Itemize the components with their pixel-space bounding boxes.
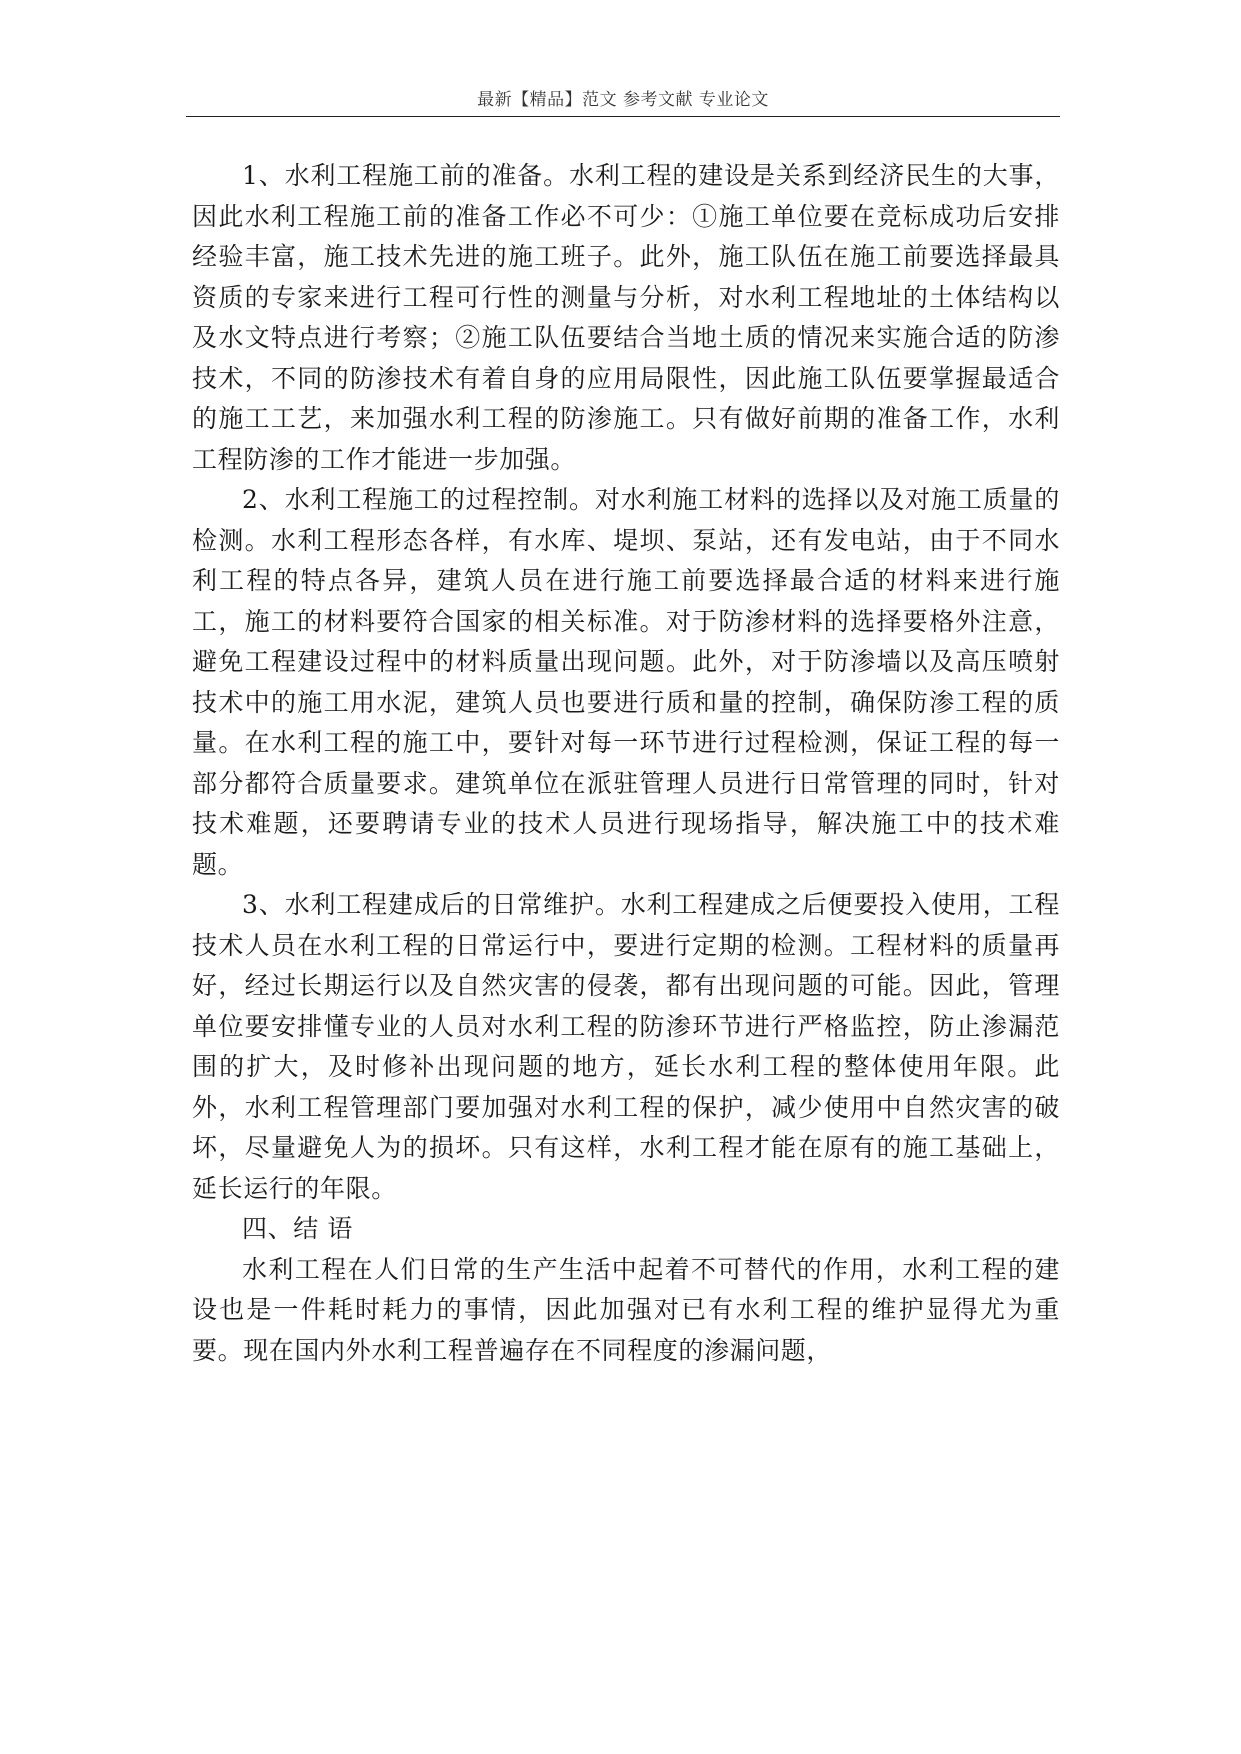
paragraph-conclusion: 水利工程在人们日常的生产生活中起着不可替代的作用，水利工程的建设也是一件耗时耗力的事情，因此加强对已有水利工程的维护显得尤为重要。现在国内外水利工程普遍存在不同程度的渗漏问题，	[192, 1254, 1060, 1365]
header-divider	[186, 116, 1060, 117]
paragraph-preparation: 1、水利工程施工前的准备。水利工程的建设是关系到经济民生的大事，因此水利工程施工前的准备工作必不可少：①施工单位要在竞标成功后安排经验丰富，施工技术先进的施工班子。此外，施工队伍在施工前要选择最具资质的专家来进行工程可行性的测量与分析，对水利工程地址的土体结构以及水文特点进行考察；②施工队伍要结合当地土质的情况来实施合适的防渗技术，不同的防渗技术有着自身的应用局限性，因此施工队伍要掌握最适合的施工工艺，来加强水利工程的防渗施工。只有做好前期的准备工作，水利工程防渗的工作才能进一步加强。	[192, 161, 1060, 474]
page-header: 最新【精品】范文 参考文献 专业论文	[477, 90, 769, 110]
document-body	[192, 156, 1060, 1371]
section-heading-conclusion: 四、结 语	[242, 1214, 353, 1243]
paragraph-process-control: 2、水利工程施工的过程控制。对水利施工材料的选择以及对施工质量的检测。水利工程形态各样，有水库、堤坝、泵站，还有发电站，由于不同水利工程的特点各异，建筑人员在进行施工前要选择最合适的材料来进行施工，施工的材料要符合国家的相关标准。对于防渗材料的选择要格外注意，避免工程建设过程中的材料质量出现问题。此外，对于防渗墙以及高压喷射技术中的施工用水泥，建筑人员也要进行质和量的控制，确保防渗工程的质量。在水利工程的施工中，要针对每一环节进行过程检测，保证工程的每一部分都符合质量要求。建筑单位在派驻管理人员进行日常管理的同时，针对技术难题，还要聘请专业的技术人员进行现场指导，解决施工中的技术难题。	[192, 485, 1060, 879]
paragraph-maintenance: 3、水利工程建成后的日常维护。水利工程建成之后便要投入使用，工程技术人员在水利工程的日常运行中，要进行定期的检测。工程材料的质量再好，经过长期运行以及自然灾害的侵袭，都有出现问题的可能。因此，管理单位要安排懂专业的人员对水利工程的防渗环节进行严格监控，防止渗漏范围的扩大，及时修补出现问题的地方，延长水利工程的整体使用年限。此外，水利工程管理部门要加强对水利工程的保护，减少使用中自然灾害的破坏，尽量避免人为的损坏。只有这样，水利工程才能在原有的施工基础上，延长运行的年限。	[192, 890, 1060, 1203]
